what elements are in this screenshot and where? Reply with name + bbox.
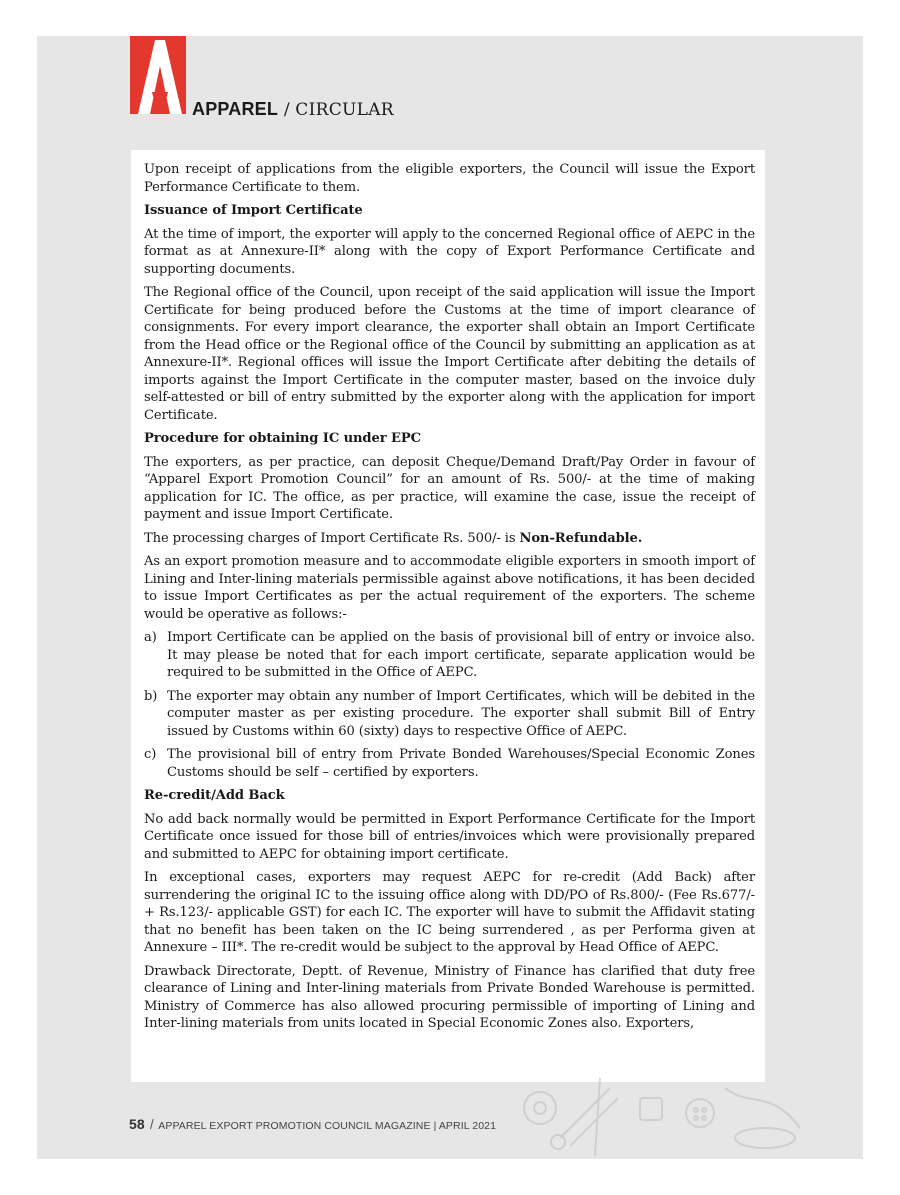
scheme-list — [144, 629, 755, 781]
masthead — [192, 98, 394, 121]
section-heading: Re-credit/Add Back — [144, 788, 285, 803]
non-refundable-label: Non-Refundable. — [519, 530, 643, 546]
list-item — [144, 688, 755, 741]
list-marker: a) — [144, 630, 157, 645]
paragraph: Upon receipt of applications from the eligible exporters, the Council will issue the Export Performance Certificate to them. — [144, 162, 755, 195]
brand-name: APPAREL — [192, 99, 279, 119]
paragraph: The exporters, as per practice, can deposit Cheque/Demand Draft/Pay Order in favour of “Apparel Export Promotion Council” for an amount of Rs. 500/- at the time of making application for IC. The office, as per practice, will examine the case, issue the receipt of payment and issue Import Certificate. — [144, 454, 755, 522]
list-marker: b) — [144, 688, 158, 704]
list-item-text: The provisional bill of entry from Private Bonded Warehouses/Special Economic Zones Customs should be self – certified by exporters. — [167, 747, 755, 780]
paragraph: At the time of import, the exporter will apply to the concerned Regional office of AEPC in the format as at Annexure-II* along with the copy of Export Performance Certificate and supporting documents. — [144, 226, 755, 277]
list-item — [144, 629, 755, 682]
section-name: CIRCULAR — [295, 100, 394, 120]
list-marker: c) — [144, 747, 157, 762]
paragraph: In exceptional cases, exporters may request AEPC for re-credit (Add Back) after surrendering the original IC to the issuing office along with DD/PO of Rs.800/- (Fee Rs.677/- + Rs.123/- applicable GST) for each IC. The exporter will have to submit the Affidavit stating that no benefit has been taken on the IC being surrendered , as per Performa given at Annexure – III*. The re-credit would be subject to the approval by Head Office of AEPC. — [144, 870, 755, 955]
section-heading: Issuance of Import Certificate — [144, 203, 363, 218]
section-heading: Procedure for obtaining IC under EPC — [144, 431, 421, 446]
page-footer — [129, 1116, 496, 1132]
paragraph: Drawback Directorate, Deptt. of Revenue, Ministry of Finance has clarified that duty free clearance of Lining and Inter-lining materials from Private Bonded Warehouse is permitted. Ministry of Commerce has also allowed procuring permissible of importing of Lining and Inter-lining materials from units located in Special Economic Zones also. Exporters, — [144, 963, 755, 1031]
article-body — [131, 150, 765, 1082]
paragraph: No add back normally would be permitted in Export Performance Certificate for the Import Certificate once issued for those bill of entries/invoices which were provisionally prepared and submitted to AEPC for obtaining import certificate. — [144, 811, 755, 862]
sewing-tools-illustration-icon — [500, 1068, 820, 1160]
footer-separator: / — [149, 1116, 154, 1132]
list-item — [144, 746, 755, 781]
paragraph-text: The processing charges of Import Certificate Rs. 500/- is — [144, 530, 520, 546]
masthead-separator: / — [283, 100, 290, 120]
paragraph: The Regional office of the Council, upon receipt of the said application will issue the Import Certificate for being produced before the Customs at the time of import clearance of consignments. For every import clearance, the exporter shall obtain an Import Certificate from the Head office or the Regional office of the Council by submitting an application as at Annexure-II*. Regional offices will issue the Import Certificate after debiting the details of imports against the Import Certificate in the computer master, based on the invoice duly self-attested or bill of entry submitted by the exporter along with the application for import Certificate. — [144, 285, 755, 423]
page-number: 58 — [129, 1116, 145, 1132]
list-item-text: The exporter may obtain any number of Import Certificates, which will be debited in the computer master as per existing procedure. The exporter shall submit Bill of Entry issued by Customs within 60 (sixty) days to respective Office of AEPC. — [167, 688, 755, 739]
list-item-text: Import Certificate can be applied on the basis of provisional bill of entry or invoice also. It may please be noted that for each import certificate, separate application would be required to be submitted in the Office of AEPC. — [167, 630, 755, 680]
paragraph: As an export promotion measure and to accommodate eligible exporters in smooth import of Lining and Inter-lining materials permissible against above notifications, it has been decided to issue Import Certificates as per the actual requirement of the exporters. The scheme would be operative as follows:- — [144, 554, 755, 622]
paragraph — [144, 530, 755, 548]
footer-text: APPAREL EXPORT PROMOTION COUNCIL MAGAZINE | APRIL 2021 — [158, 1120, 497, 1132]
apparel-logo-icon — [130, 36, 186, 114]
